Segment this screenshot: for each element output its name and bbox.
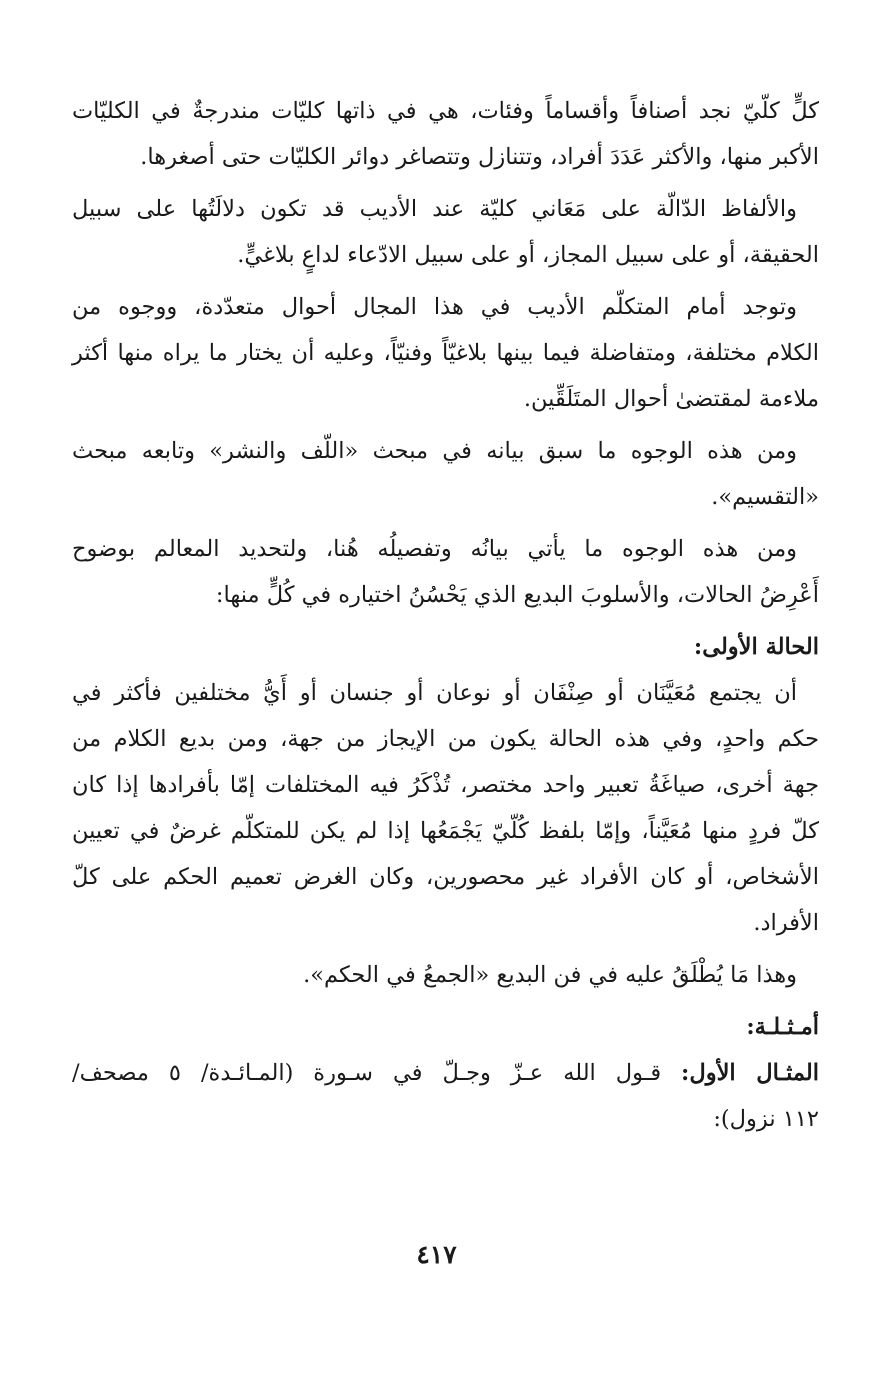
paragraph-2 — [72, 186, 819, 278]
text-line: ومن هذه الوجوه ما سبق بيانه في مبحث «اللّف والنشر» وتابعه مبحث — [72, 438, 797, 464]
text-line: «التقسيم». — [711, 484, 819, 510]
text-line: الأكبر منها، والأكثر عَدَدَ أفراد، وتتنازل وتتصاغر دوائر الكليّات حتى أصغرها. — [140, 144, 819, 170]
case-one-heading: الحالة الأولى: — [693, 634, 819, 660]
text-line: وتوجد أمام المتكلّم الأديب في هذا المجال أحوال متعدّدة، ووجوه من — [72, 294, 797, 320]
paragraph-5 — [72, 526, 819, 618]
first-example-line — [72, 1050, 819, 1096]
text-line: الأفراد. — [753, 910, 819, 936]
paragraph-4 — [72, 428, 819, 520]
paragraph-3 — [72, 284, 819, 422]
first-example-text: قـول الله عـزّ وجـلّ في سـورة (المـائـدة/ ٥ مصحف/ — [72, 1060, 682, 1086]
text-line: أَعْرِضُ الحالات، والأسلوبَ البديع الذي يَحْسُنُ اختياره في كُلٍّ منها: — [215, 582, 819, 608]
text-line: ملاءمة لمقتضىٰ أحوال المتَلَقِّين. — [523, 386, 819, 412]
first-example-label: المثـال الأول: — [681, 1060, 819, 1086]
text-line: الكلام مختلفة، ومتفاضلة فيما بينها بلاغيّاً وفنيّاً، وعليه أن يختار ما يراه منها أكثر — [72, 340, 819, 366]
page-number: ٤١٧ — [416, 1240, 457, 1269]
text-line: حكم واحدٍ، وفي هذه الحالة يكون من الإيجاز من جهة، ومن بديع الكلام من — [72, 726, 819, 752]
text-line: والألفاظ الدّالّة على مَعَاني كليّة عند الأديب قد تكون دلالَتُها على سبيل — [72, 196, 797, 222]
examples-heading: أمـثـلـة: — [746, 1014, 819, 1040]
text-line: الأشخاص، أو كان الأفراد غير محصورين، وكان الغرض تعميم الحكم على كلّ — [72, 864, 819, 890]
text-line: الحقيقة، أو على سبيل المجاز، أو على سبيل الادّعاء لداعٍ بلاغيٍّ. — [237, 242, 819, 268]
paragraph-1 — [72, 88, 819, 180]
text-line: ومن هذه الوجوه ما يأتي بيانُه وتفصيلُه هُنا، ولتحديد المعالم بوضوح — [72, 536, 797, 562]
page-body — [72, 88, 819, 1142]
text-line: أن يجتمع مُعَيَّنَان أو صِنْفَان أو نوعان أو جنسان أو أَيُّ مختلفين فأكثر في — [72, 680, 797, 706]
text-line: كلٍّ كلّيّ نجد أصنافاً وأقساماً وفئات، هي في ذاتها كليّات مندرجةٌ في الكليّات — [72, 98, 819, 124]
naming-line: وهذا مَا يُطْلَقُ عليه في فن البديع «الجمعُ في الحكم». — [303, 962, 797, 988]
text-line: كلّ فردٍ منها مُعَيَّناً، وإمّا بلفظ كُلّيّ يَجْمَعُها إذا لم يكن للمتكلّم غرضٌ في تعيين — [72, 818, 819, 844]
case-one-body — [72, 670, 819, 946]
text-line: جهة أخرى، صياغَةُ تعبير واحد مختصر، تُذْكَرُ فيه المختلفات إمّا بأفرادها إذا كان — [72, 772, 819, 798]
first-example-continuation: ١١٢ نزول): — [713, 1106, 819, 1132]
